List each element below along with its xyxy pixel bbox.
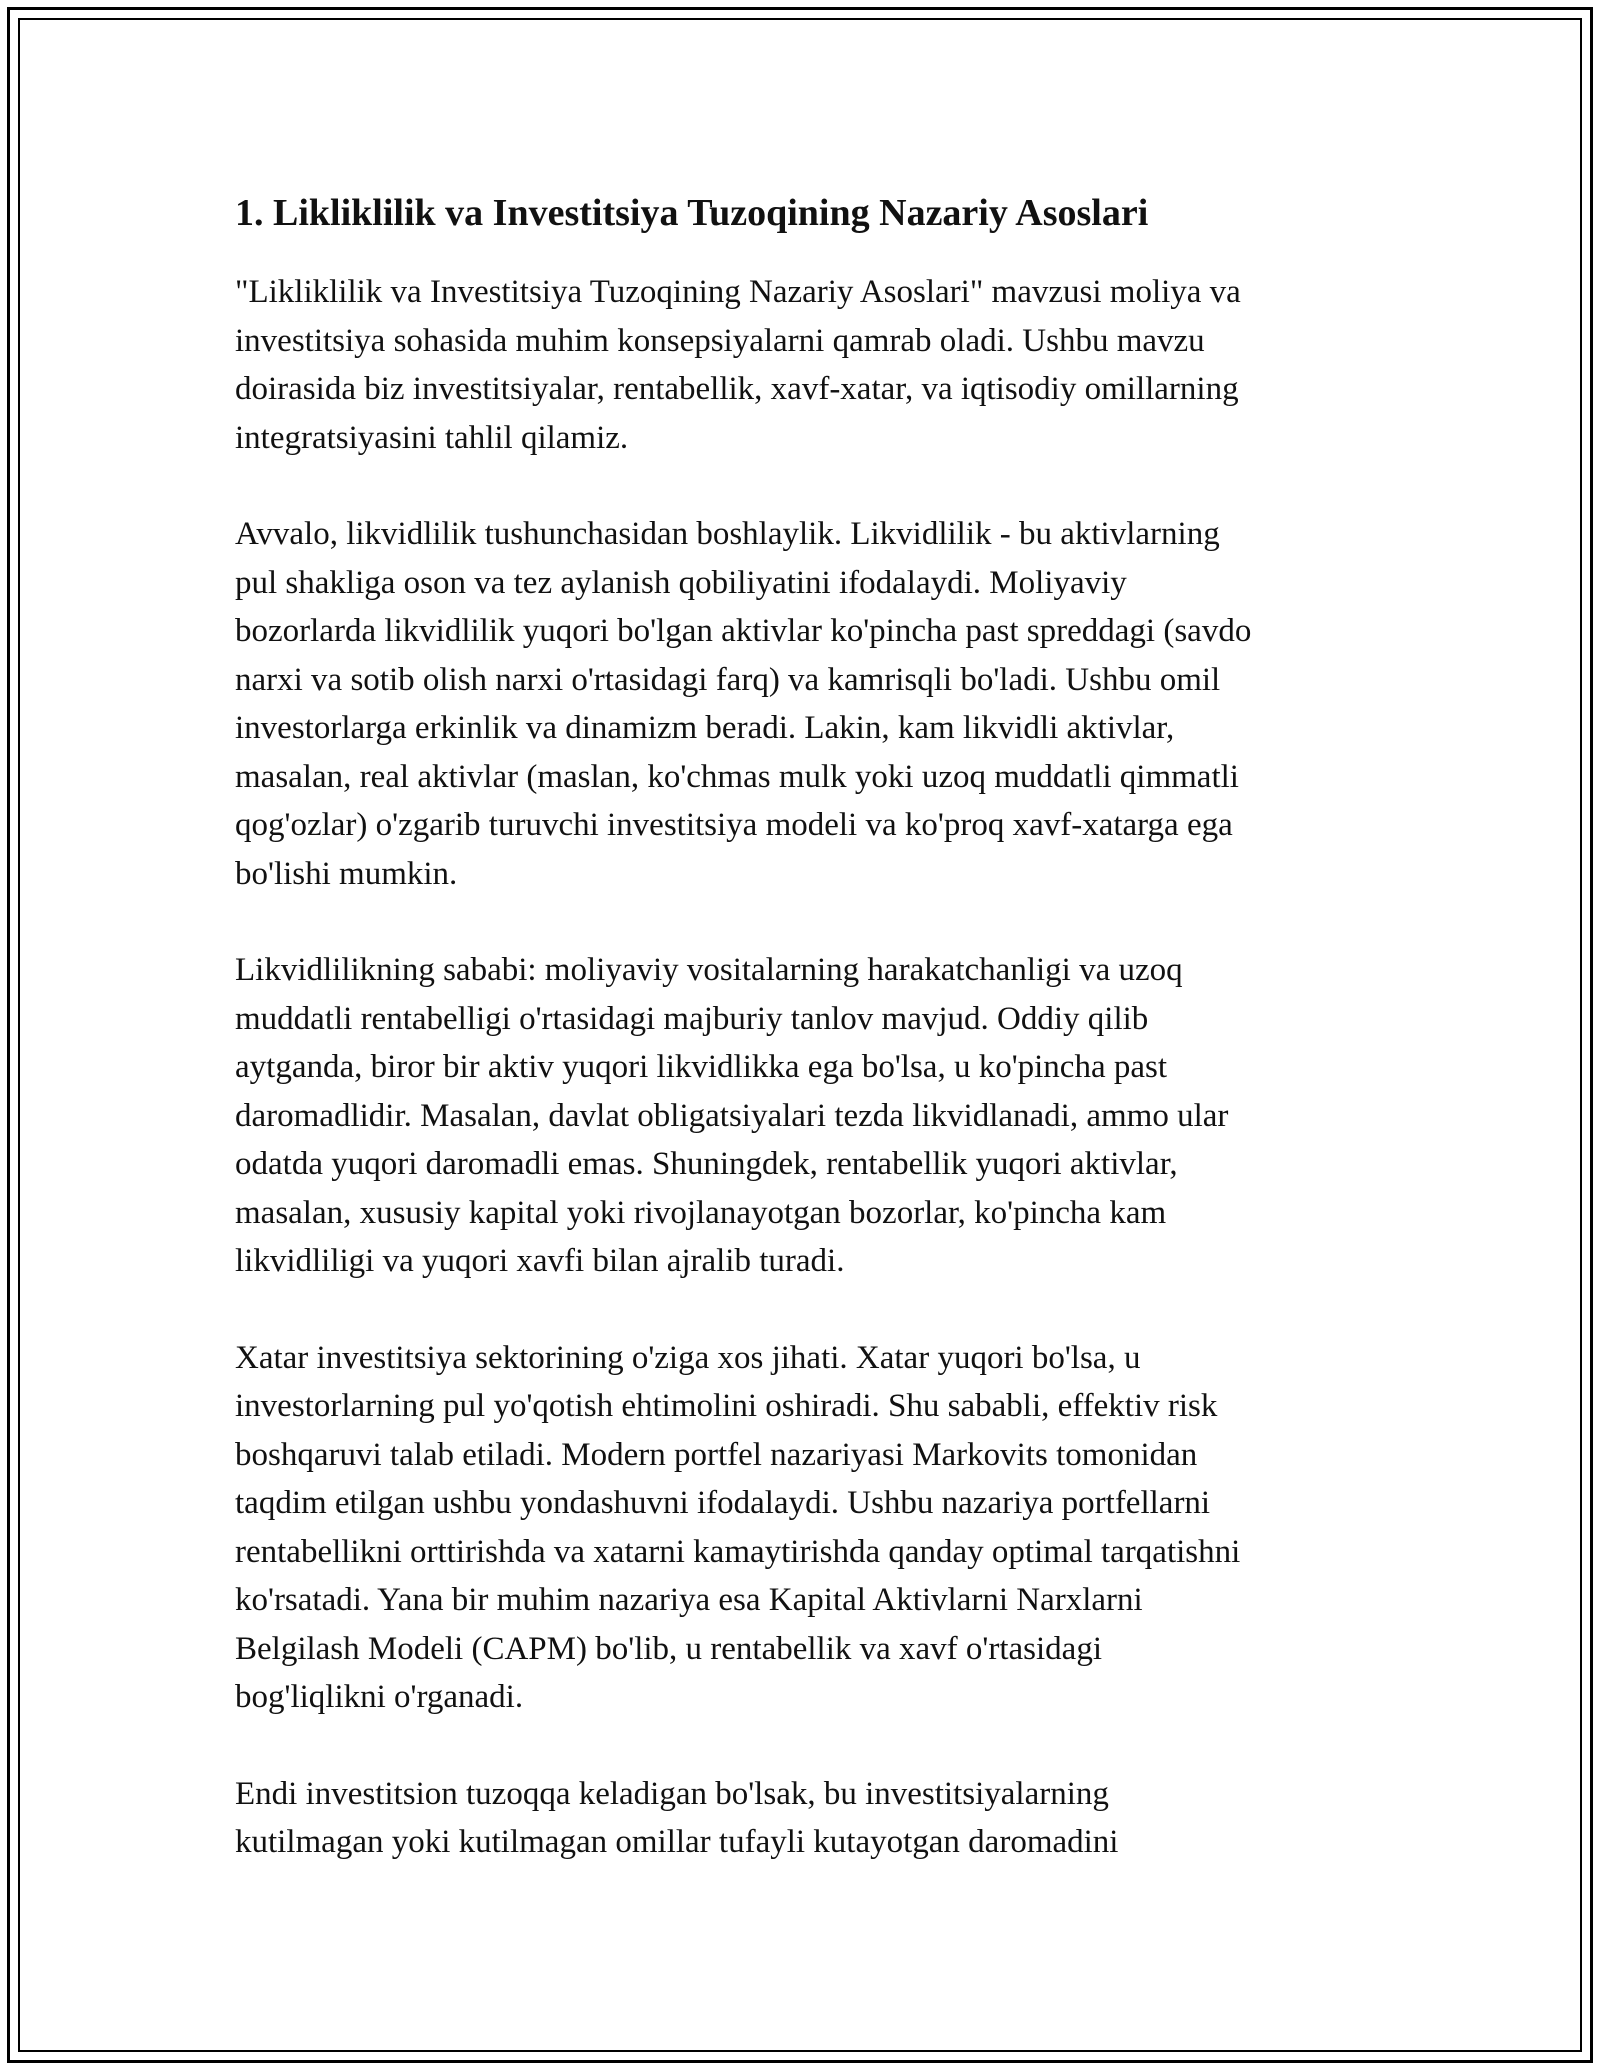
section-heading: 1. Likliklilik va Investitsiya Tuzoqining Nazariy Asoslari	[235, 192, 1149, 234]
text-line: Likvidlilikning sababi: moliyaviy vositalarning harakatchanligi va uzoq	[235, 952, 1183, 988]
text-line: ko'rsatadi. Yana bir muhim nazariya esa Kapital Aktivlarni Narxlarni	[235, 1582, 1143, 1618]
text-line: daromadlidir. Masalan, davlat obligatsiyalari tezda likvidlanadi, ammo ular	[235, 1097, 1229, 1134]
text-line: bog'liqlikni o'rganadi.	[235, 1679, 524, 1715]
paragraph-list	[235, 268, 1375, 1867]
text-line: taqdim etilgan ushbu yondashuvni ifodalaydi. Ushbu nazariya portfellarni	[235, 1485, 1211, 1521]
text-line: aytganda, biror bir aktiv yuqori likvidlikka ega bo'lsa, u ko'pincha past	[235, 1049, 1168, 1085]
text-line: integratsiyasini tahlil qilamiz.	[235, 419, 629, 456]
text-line: doirasida biz investitsiyalar, rentabellik, xavf-xatar, va iqtisodiy omillarning	[235, 371, 1239, 407]
text-line: Belgilash Modeli (CAPM) bo'lib, u rentabellik va xavf o'rtasidagi	[235, 1630, 1102, 1667]
text-line: investorlarga erkinlik va dinamizm beradi. Lakin, kam likvidli aktivlar,	[235, 710, 1175, 746]
text-line: investorlarning pul yo'qotish ehtimolini oshiradi. Shu sababli, effektiv risk	[235, 1388, 1218, 1424]
text-line: muddatli rentabelligi o'rtasidagi majburiy tanlov mavjud. Oddiy qilib	[235, 1000, 1149, 1037]
text-line: narxi va sotib olish narxi o'rtasidagi farq) va kamrisqli bo'ladi. Ushbu omil	[235, 661, 1221, 698]
text-line: masalan, real aktivlar (maslan, ko'chmas mulk yoki uzoq muddatli qimmatli	[235, 758, 1239, 795]
text-line: Avvalo, likvidlilik tushunchasidan boshlaylik. Likvidlilik - bu aktivlarning	[235, 516, 1220, 552]
text-line: bo'lishi mumkin.	[235, 855, 458, 892]
text-line: odatda yuqori daromadli emas. Shuningdek, rentabellik yuqori aktivlar,	[235, 1146, 1178, 1182]
text-line: Endi investitsion tuzoqqa keladigan bo'lsak, bu investitsiyalarning	[235, 1775, 1109, 1812]
document-body	[235, 188, 1375, 1867]
text-line: Xatar investitsiya sektorining o'ziga xos jihati. Xatar yuqori bo'lsa, u	[235, 1339, 1141, 1376]
text-line: likvidliligi va yuqori xavfi bilan ajralib turadi.	[235, 1243, 845, 1279]
text-line: investitsiya sohasida muhim konsepsiyalarni qamrab oladi. Ushbu mavzu	[235, 322, 1205, 359]
text-line: rentabellikni orttirishda va xatarni kamaytirishda qanday optimal tarqatishni	[235, 1533, 1241, 1570]
paragraph-1	[235, 268, 1375, 462]
text-line: bozorlarda likvidlilik yuqori bo'lgan aktivlar ko'pincha past spreddagi (savdo	[235, 613, 1252, 649]
text-line: "Likliklilik va Investitsiya Tuzoqining Nazariy Asoslari" mavzusi moliya va	[235, 274, 1241, 310]
text-line: masalan, xususiy kapital yoki rivojlanayotgan bozorlar, ko'pincha kam	[235, 1194, 1167, 1231]
text-line: pul shakliga oson va tez aylanish qobiliyatini ifodalaydi. Moliyaviy	[235, 564, 1127, 601]
text-line: qog'ozlar) o'zgarib turuvchi investitsiya modeli va ko'proq xavf-xatarga ega	[235, 807, 1233, 843]
paragraph-3	[235, 946, 1375, 1286]
text-line: boshqaruvi talab etiladi. Modern portfel nazariyasi Markovits tomonidan	[235, 1436, 1198, 1473]
paragraph-2	[235, 510, 1375, 898]
paragraph-5	[235, 1770, 1375, 1867]
text-line: kutilmagan yoki kutilmagan omillar tufayli kutayotgan daromadini	[235, 1824, 1119, 1860]
paragraph-4	[235, 1334, 1375, 1722]
